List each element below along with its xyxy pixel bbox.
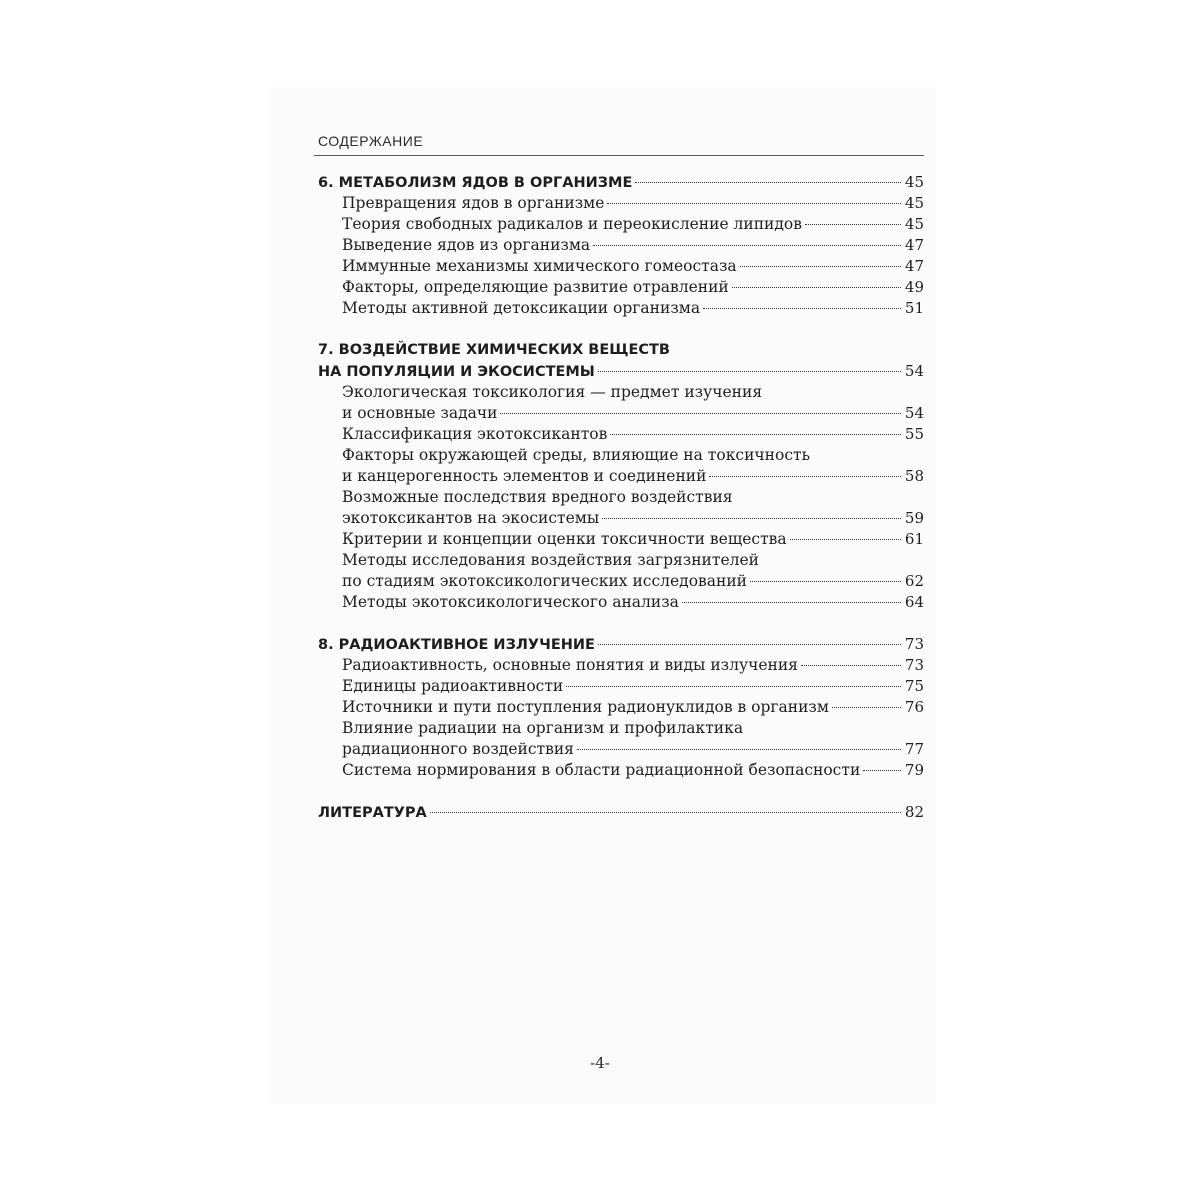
entry-title: Влияние радиации на организм и профилактика — [342, 719, 744, 737]
chapter-heading[interactable] — [318, 802, 924, 823]
entry-page-number: 58 — [904, 467, 924, 485]
page-header: СОДЕРЖАНИЕ — [318, 133, 424, 149]
toc-entry[interactable] — [318, 676, 924, 697]
entry-title: Факторы, определяющие развитие отравлений — [342, 278, 729, 296]
entry-page-number: 77 — [904, 740, 924, 758]
chapter-title: ЛИТЕРАТУРА — [318, 805, 427, 821]
entry-title: Выведение ядов из организма — [342, 236, 591, 254]
entry-page-number: 59 — [904, 509, 924, 527]
entry-page-number: 76 — [904, 698, 924, 716]
dot-leader — [602, 518, 901, 519]
chapter-page-number: 45 — [904, 173, 924, 191]
entry-page-number: 49 — [904, 278, 924, 296]
toc-entry[interactable] — [318, 529, 924, 550]
entry-page-number: 45 — [904, 194, 924, 212]
toc-entry[interactable] — [318, 382, 924, 403]
entry-title: и основные задачи — [342, 404, 498, 422]
chapter-title: 6. МЕТАБОЛИЗМ ЯДОВ В ОРГАНИЗМЕ — [318, 175, 633, 191]
entry-page-number: 55 — [904, 425, 924, 443]
dot-leader — [635, 182, 901, 183]
entry-title: Методы экотоксикологического анализа — [342, 593, 679, 611]
dot-leader — [607, 203, 901, 204]
entry-page-number: 73 — [904, 656, 924, 674]
dot-leader — [610, 434, 901, 435]
toc-entry[interactable] — [318, 235, 924, 256]
toc-entry[interactable] — [318, 424, 924, 445]
entry-title: Радиоактивность, основные понятия и виды излучения — [342, 656, 798, 674]
toc-entry[interactable] — [318, 718, 924, 739]
entry-title: Экологическая токсикология — предмет изучения — [342, 383, 763, 401]
entry-title: Иммунные механизмы химического гомеостаза — [342, 257, 737, 275]
toc-entry[interactable] — [318, 487, 924, 508]
dot-leader — [790, 539, 901, 540]
toc-entry[interactable] — [318, 277, 924, 298]
entry-page-number: 47 — [904, 236, 924, 254]
chapter-page-number: 82 — [904, 803, 924, 821]
entry-title: Единицы радиоактивности — [342, 677, 564, 695]
entry-title: и канцерогенность элементов и соединений — [342, 467, 707, 485]
toc-section — [318, 634, 924, 781]
dot-leader — [682, 602, 901, 603]
entry-page-number: 45 — [904, 215, 924, 233]
entry-title: Теория свободных радикалов и переокисление липидов — [342, 215, 802, 233]
toc-entry[interactable] — [318, 697, 924, 718]
chapter-page-number: 54 — [904, 362, 924, 380]
entry-title: Источники и пути поступления радионуклидов в организм — [342, 698, 829, 716]
entry-title: Критерии и концепции оценки токсичности вещества — [342, 530, 787, 548]
entry-title: по стадиям экотоксикологических исследований — [342, 572, 748, 590]
entry-page-number: 64 — [904, 593, 924, 611]
entry-page-number: 61 — [904, 530, 924, 548]
entry-title: Факторы окружающей среды, влияющие на токсичность — [342, 446, 811, 464]
table-of-contents — [318, 172, 924, 844]
entry-title: Возможные последствия вредного воздействия — [342, 488, 733, 506]
toc-entry[interactable] — [318, 214, 924, 235]
dot-leader — [750, 581, 901, 582]
toc-entry[interactable] — [318, 550, 924, 571]
entry-page-number: 62 — [904, 572, 924, 590]
toc-entry[interactable] — [318, 445, 924, 466]
toc-section — [318, 340, 924, 613]
toc-entry[interactable] — [318, 760, 924, 781]
dot-leader — [598, 371, 901, 372]
dot-leader — [732, 287, 901, 288]
dot-leader — [832, 707, 901, 708]
header-rule — [314, 155, 924, 156]
toc-entry[interactable] — [318, 466, 924, 487]
chapter-heading[interactable] — [318, 361, 924, 382]
dot-leader — [805, 224, 901, 225]
chapter-heading[interactable] — [318, 172, 924, 193]
entry-title: экотоксикантов на экосистемы — [342, 509, 600, 527]
entry-page-number: 75 — [904, 677, 924, 695]
chapter-heading[interactable] — [318, 340, 924, 361]
entry-title: Методы исследования воздействия загрязнителей — [342, 551, 759, 569]
toc-entry[interactable] — [318, 655, 924, 676]
dot-leader — [801, 665, 901, 666]
chapter-title: 7. ВОЗДЕЙСТВИЕ ХИМИЧЕСКИХ ВЕЩЕСТВ — [318, 342, 670, 358]
entry-title: Классификация экотоксикантов — [342, 425, 608, 443]
entry-title: радиационного воздействия — [342, 740, 574, 758]
entry-page-number: 51 — [904, 299, 924, 317]
entry-page-number: 47 — [904, 257, 924, 275]
entry-page-number: 79 — [904, 761, 924, 779]
toc-entry[interactable] — [318, 298, 924, 319]
dot-leader — [598, 644, 901, 645]
page-number: -4- — [590, 1054, 610, 1072]
chapter-title: НА ПОПУЛЯЦИИ И ЭКОСИСТЕМЫ — [318, 364, 595, 380]
toc-entry[interactable] — [318, 403, 924, 424]
dot-leader — [430, 812, 901, 813]
entry-title: Превращения ядов в организме — [342, 194, 605, 212]
dot-leader — [566, 686, 901, 687]
dot-leader — [740, 266, 901, 267]
toc-entry[interactable] — [318, 256, 924, 277]
dot-leader — [709, 476, 900, 477]
toc-entry[interactable] — [318, 592, 924, 613]
chapter-heading[interactable] — [318, 634, 924, 655]
chapter-page-number: 73 — [904, 635, 924, 653]
toc-section — [318, 172, 924, 319]
toc-entry[interactable] — [318, 739, 924, 760]
chapter-title: 8. РАДИОАКТИВНОЕ ИЗЛУЧЕНИЕ — [318, 637, 595, 653]
dot-leader — [863, 770, 901, 771]
entry-title: Методы активной детоксикации организма — [342, 299, 701, 317]
dot-leader — [577, 749, 901, 750]
dot-leader — [593, 245, 901, 246]
dot-leader — [703, 308, 901, 309]
toc-entry[interactable] — [318, 508, 924, 529]
toc-entry[interactable] — [318, 571, 924, 592]
entry-page-number: 54 — [904, 404, 924, 422]
toc-entry[interactable] — [318, 193, 924, 214]
toc-section — [318, 802, 924, 823]
dot-leader — [500, 413, 900, 414]
entry-title: Система нормирования в области радиационной безопасности — [342, 761, 861, 779]
